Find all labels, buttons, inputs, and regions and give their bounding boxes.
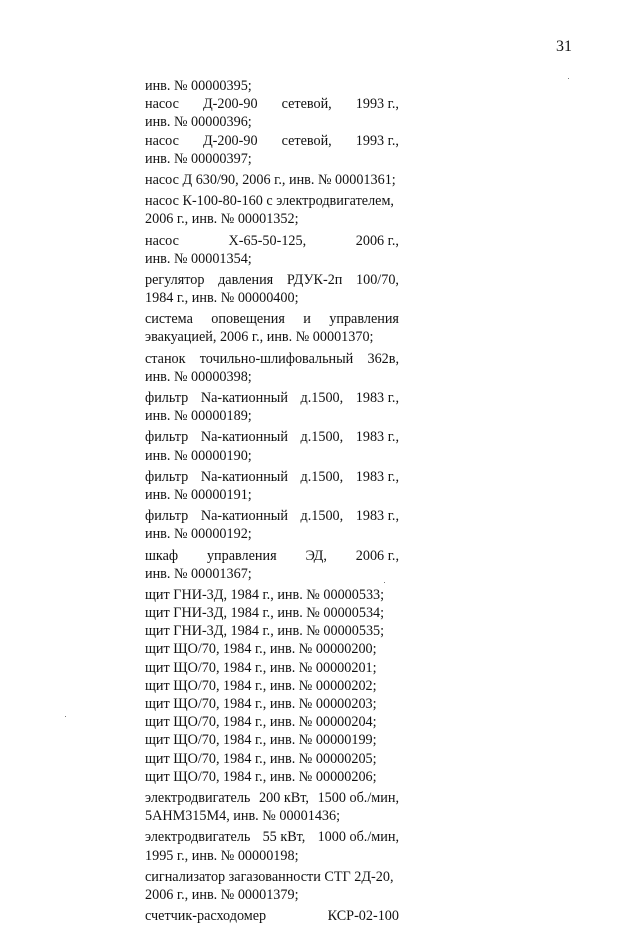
text-word: 2006 г., инв. № 00001379; bbox=[145, 886, 299, 903]
text-word: регулятор bbox=[145, 271, 205, 288]
text-word: Na-катионный bbox=[200, 468, 288, 485]
text-word: управления bbox=[206, 547, 277, 564]
text-line bbox=[145, 886, 399, 904]
text-word: точильно-шлифовальный bbox=[199, 350, 354, 367]
text-word: щит ЩО/70, 1984 г., инв. № 00000206; bbox=[145, 768, 377, 785]
scan-speck bbox=[65, 716, 66, 717]
text-line bbox=[145, 310, 399, 328]
text-word: 1500 об./мин, bbox=[317, 789, 399, 806]
text-word: насос bbox=[145, 96, 179, 113]
text-line bbox=[145, 150, 399, 168]
text-word: д.1500, bbox=[300, 429, 344, 446]
text-line bbox=[145, 525, 399, 543]
text-word: фильтр bbox=[145, 468, 189, 485]
text-word: 2006 г., инв. № 00001352; bbox=[145, 211, 299, 228]
text-word: Д-200-90 bbox=[202, 96, 258, 113]
text-line bbox=[145, 640, 399, 658]
text-word: инв. № 00001354; bbox=[145, 250, 252, 267]
text-word: 1995 г., инв. № 00000198; bbox=[145, 847, 299, 864]
text-word: д.1500, bbox=[300, 390, 344, 406]
text-word: 362в, bbox=[367, 350, 399, 367]
text-line bbox=[145, 604, 399, 622]
text-word: счетчик-расходомер bbox=[145, 908, 267, 925]
text-line bbox=[145, 232, 399, 250]
text-line bbox=[145, 695, 399, 713]
text-word: Na-катионный bbox=[200, 390, 288, 406]
text-word: насос К-100-80-160 с электродвигателем, bbox=[145, 193, 394, 210]
text-word: и bbox=[303, 311, 311, 328]
text-line bbox=[145, 907, 399, 925]
text-word: сигнализатор загазованности СТГ 2Д-20, bbox=[145, 868, 394, 885]
text-word: 1983 г., bbox=[355, 429, 399, 446]
scan-speck bbox=[384, 582, 385, 583]
text-line bbox=[145, 713, 399, 731]
text-word: насос Д 630/90, 2006 г., инв. № 00001361; bbox=[145, 171, 396, 188]
text-word: шкаф bbox=[145, 547, 179, 564]
text-word: инв. № 00000189; bbox=[145, 408, 252, 425]
text-line bbox=[145, 447, 399, 465]
text-word: Na-катионный bbox=[200, 429, 288, 446]
text-line bbox=[145, 407, 399, 425]
text-word: щит ЩО/70, 1984 г., инв. № 00000203; bbox=[145, 696, 377, 712]
text-word: щит ГНИ-3Д, 1984 г., инв. № 00000535; bbox=[145, 623, 385, 640]
text-word: насос bbox=[145, 232, 179, 249]
text-line bbox=[145, 789, 399, 807]
text-word: 1984 г., инв. № 00000400; bbox=[145, 290, 299, 307]
text-word: инв. № 00000398; bbox=[145, 368, 252, 385]
text-word: инв. № 00000190; bbox=[145, 447, 252, 464]
text-word: ЭД, bbox=[305, 547, 327, 564]
text-word: насос bbox=[145, 132, 179, 149]
text-line bbox=[145, 468, 399, 486]
text-word: фильтр bbox=[145, 429, 189, 446]
text-word: сетевой, bbox=[281, 96, 332, 113]
text-word: инв. № 00001367; bbox=[145, 565, 252, 582]
text-word: щит ГНИ-3Д, 1984 г., инв. № 00000534; bbox=[145, 605, 385, 622]
text-line bbox=[145, 350, 399, 368]
text-line bbox=[145, 622, 399, 640]
document-text bbox=[145, 77, 399, 925]
text-word: инв. № 00000192; bbox=[145, 526, 252, 543]
text-line bbox=[145, 132, 399, 150]
text-line bbox=[145, 731, 399, 749]
text-word: 1983 г., bbox=[355, 390, 399, 406]
text-word: электродвигатель bbox=[145, 829, 251, 846]
text-line bbox=[145, 868, 399, 886]
text-word: 1993 г., bbox=[355, 132, 399, 149]
text-line bbox=[145, 210, 399, 228]
text-line bbox=[145, 113, 399, 131]
text-word: д.1500, bbox=[300, 468, 344, 485]
text-line bbox=[145, 271, 399, 289]
text-line bbox=[145, 547, 399, 565]
text-line bbox=[145, 389, 399, 407]
text-word: Х-65-50-125, bbox=[228, 232, 307, 249]
text-line bbox=[145, 328, 399, 346]
text-word: щит ЩО/70, 1984 г., инв. № 00000201; bbox=[145, 659, 377, 676]
text-word: электродвигатель bbox=[145, 789, 251, 806]
text-word: щит ЩО/70, 1984 г., инв. № 00000202; bbox=[145, 677, 377, 694]
text-line bbox=[145, 586, 399, 604]
text-line bbox=[145, 750, 399, 768]
text-word: давления bbox=[218, 271, 274, 288]
text-word: станок bbox=[145, 350, 186, 367]
text-line bbox=[145, 192, 399, 210]
text-word: 55 кВт, bbox=[262, 829, 306, 846]
text-word: 100/70, bbox=[356, 271, 399, 288]
text-line bbox=[145, 768, 399, 786]
text-word: 1983 г., bbox=[355, 468, 399, 485]
text-line bbox=[145, 565, 399, 583]
text-word: инв. № 00000395; bbox=[145, 78, 252, 94]
text-word: инв. № 00000397; bbox=[145, 150, 252, 167]
text-line bbox=[145, 95, 399, 113]
text-line bbox=[145, 77, 399, 95]
text-word: КСР-02-100 bbox=[327, 908, 399, 925]
text-line bbox=[145, 428, 399, 446]
text-line bbox=[145, 828, 399, 846]
text-word: щит ЩО/70, 1984 г., инв. № 00000205; bbox=[145, 750, 377, 767]
text-word: щит ЩО/70, 1984 г., инв. № 00000199; bbox=[145, 732, 377, 749]
text-word: щит ЩО/70, 1984 г., инв. № 00000200; bbox=[145, 641, 377, 658]
text-word: инв. № 00000396; bbox=[145, 114, 252, 131]
text-line bbox=[145, 486, 399, 504]
text-word: Na-катионный bbox=[200, 508, 288, 525]
text-word: система bbox=[145, 311, 193, 328]
text-line bbox=[145, 507, 399, 525]
text-word: инв. № 00000191; bbox=[145, 486, 252, 503]
text-word: щит ЩО/70, 1984 г., инв. № 00000204; bbox=[145, 714, 377, 731]
text-line bbox=[145, 368, 399, 386]
text-word: 1000 об./мин, bbox=[317, 829, 399, 846]
text-word: щит ГНИ-3Д, 1984 г., инв. № 00000533; bbox=[145, 586, 385, 603]
text-word: эвакуацией, 2006 г., инв. № 00001370; bbox=[145, 329, 374, 346]
text-line bbox=[145, 659, 399, 677]
text-word: фильтр bbox=[145, 508, 189, 525]
text-word: РДУК-2п bbox=[286, 271, 343, 288]
text-line bbox=[145, 847, 399, 865]
text-word: 200 кВт, bbox=[259, 789, 309, 806]
text-line bbox=[145, 807, 399, 825]
text-word: сетевой, bbox=[281, 132, 332, 149]
text-line bbox=[145, 289, 399, 307]
text-word: Д-200-90 bbox=[202, 132, 258, 149]
text-word: фильтр bbox=[145, 390, 189, 406]
text-word: 1993 г., bbox=[355, 96, 399, 113]
text-word: 1983 г., bbox=[355, 508, 399, 525]
page-number: 31 bbox=[556, 38, 572, 55]
text-word: 5АНМ315М4, инв. № 00001436; bbox=[145, 808, 341, 825]
text-line bbox=[145, 250, 399, 268]
text-line bbox=[145, 171, 399, 189]
text-line bbox=[145, 677, 399, 695]
text-word: оповещения bbox=[211, 311, 285, 328]
text-word: 2006 г., bbox=[355, 232, 399, 249]
text-word: управления bbox=[329, 311, 399, 328]
text-word: д.1500, bbox=[300, 508, 344, 525]
scan-speck bbox=[568, 78, 569, 79]
text-word: 2006 г., bbox=[355, 547, 399, 564]
